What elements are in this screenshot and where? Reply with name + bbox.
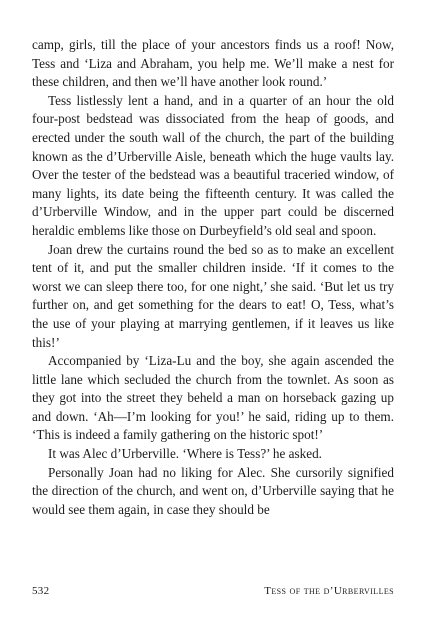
paragraph-6: Personally Joan had no liking for Alec. She cursorily signified the direction of the church, and went on, d’Urberville saying that he would see them again, in case they should be [32,464,394,517]
paragraph-2: Tess listlessly lent a hand, and in a quarter of an hour the old four-post bedstead was dissociated from the heap of goods, and erected under the south wall of the church, the part of the building known as the d’Urberville Aisle, beneath which the huge vaults lay. Over the tester of the bedstead was a beautiful traceried window, of many lights, its date being the fifteenth century. It was called the d’Urberville Window, and in the upper part could be discerned heraldic emblems like those on Durbeyfield’s old seal and spoon. [32,92,394,238]
page-footer [32,583,394,599]
paragraph-4: Accompanied by ‘Liza-Lu and the boy, she again ascended the little lane which secluded the church from the townlet. As soon as they got into the street they beheld a man on horseback gazing up and down. ‘Ah—I’m looking for you!’ he said, riding up to them. ‘This is indeed a family gathering on the historic spot!’ [32,353,394,443]
body-text [32,36,394,519]
paragraph-5: It was Alec d’Urberville. ‘Where is Tess?’ he asked. [48,446,322,462]
paragraph-3: Joan drew the curtains round the bed so as to make an excellent tent of it, and put the smaller children inside. ‘If it comes to the worst we can sleep there too, for one night,’ she said. ‘But let us try further on, and get something for the dears to eat! O, Tess, what’s the use of your playing at marrying gentlemen, if it leaves us like this!’ [32,241,394,350]
running-head: Tess of the d’Urbervilles [264,585,394,597]
page-number: 532 [32,585,50,597]
paragraph-1: camp, girls, till the place of your ancestors finds us a roof! Now, Tess and ‘Liza and Abraham, you help me. We’ll make a nest for these children, and then we’ll have another look round.’ [32,37,394,90]
